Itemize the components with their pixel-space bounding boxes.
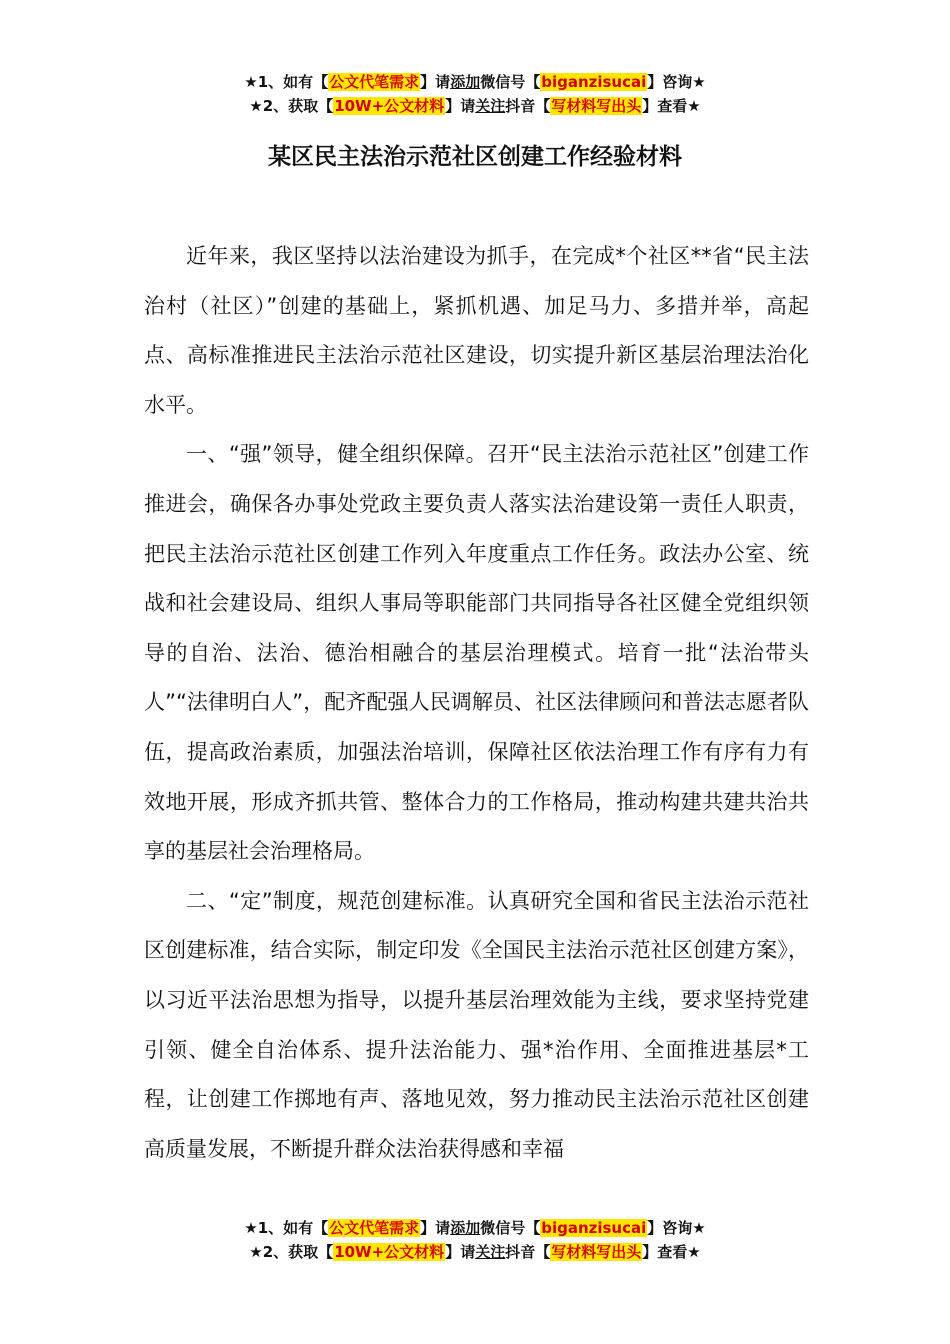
banner-text: 抖音【 [505,97,551,115]
banner-text: 】咨询★ [647,73,706,91]
banner-line-1 [0,70,950,94]
banner-text: 】请 [445,1243,476,1261]
banner-text: 抖音【 [505,1243,551,1261]
banner-text: ★1、如有【 [244,1219,329,1237]
banner-highlight: 写材料写出头 [551,97,642,115]
banner-text: ★2、获取【 [249,1243,334,1261]
document-body [144,232,809,1174]
banner-highlight: 公文代笔需求 [329,73,420,91]
banner-text: 】查看★ [642,1243,701,1261]
paragraph-intro: 近年来，我区坚持以法治建设为抓手，在完成*个社区**省“民主法治村（社区）”创建的基础上，紧抓机遇、加足马力、多措并举，高起点、高标准推进民主法治示范社区建设，切实提升新区基层治理法治化水平。 [144,244,809,417]
banner-underlined: 关注 [475,97,506,115]
banner-underlined: 添加 [450,73,481,91]
banner-highlight: 公文代笔需求 [329,1219,420,1237]
banner-text: 】请 [420,73,451,91]
banner-text: ★2、获取【 [249,97,334,115]
banner-text: 微信号【 [480,73,541,91]
banner-text: 】请 [445,97,476,115]
banner-text: 】请 [420,1219,451,1237]
banner-text: 微信号【 [480,1219,541,1237]
banner-highlight: 10W+公文材料 [334,97,445,115]
banner-line-2 [0,1240,950,1264]
paragraph-section-1: 一、“强”领导，健全组织保障。召开“民主法治示范社区”创建工作推进会，确保各办事处党政主要负责人落实法治建设第一责任人职责，把民主法治示范社区创建工作列入年度重点工作任务。政法办公室、统战和社会建设局、组织人事局等职能部门共同指导各社区健全党组织领导的自治、法治、德治相融合的基层治理模式。培育一批“法治带头人”“法律明白人”，配齐配强人民调解员、社区法律顾问和普法志愿者队伍，提高政治素质，加强法治培训，保障社区依法治理工作有序有力有效地开展，形成齐抓共管、整体合力的工作格局，推动构建共建共治共享的基层社会治理格局。 [144,442,809,864]
banner-highlight: 写材料写出头 [551,1243,642,1261]
banner-highlight: biganzisucai [541,1219,647,1237]
banner-text: ★1、如有【 [244,73,329,91]
banner-text: 】查看★ [642,97,701,115]
banner-text: 】咨询★ [647,1219,706,1237]
banner-highlight: 10W+公文材料 [334,1243,445,1261]
banner-line-1 [0,1216,950,1240]
document-title: 某区民主法治示范社区创建工作经验材料 [268,144,682,170]
banner-highlight: biganzisucai [541,73,647,91]
paragraph-section-2: 二、“定”制度，规范创建标准。认真研究全国和省民主法治示范社区创建标准，结合实际，制定印发《全国民主法治示范社区创建方案》，以习近平法治思想为指导，以提升基层治理效能为主线，要求坚持党建引领、健全自治体系、提升法治能力、强*治作用、全面推进基层*工程，让创建工作掷地有声、落地见效，努力推动民主法治示范社区创建高质量发展，不断提升群众法治获得感和幸福 [144,888,809,1161]
footer-banner [0,1216,950,1264]
banner-line-2 [0,94,950,118]
banner-underlined: 关注 [475,1243,506,1261]
banner-underlined: 添加 [450,1219,481,1237]
header-banner [0,70,950,118]
